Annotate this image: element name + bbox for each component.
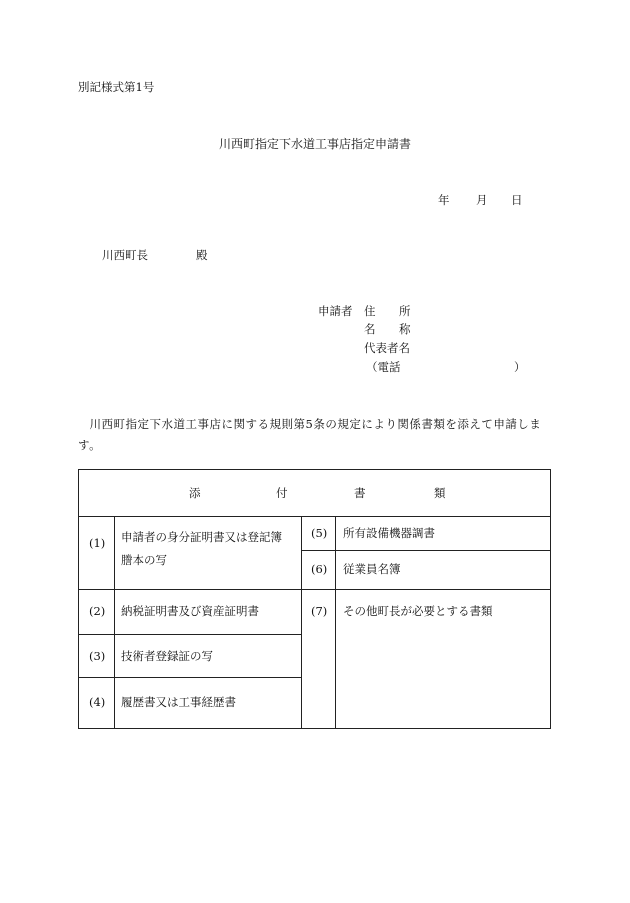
name-label-1: 名 — [364, 322, 376, 336]
item-number: (6) — [311, 562, 328, 576]
item-text: 所有設備機器調書 — [343, 526, 435, 540]
item-text: 申請者の身分証明書又は登記簿 — [121, 530, 282, 544]
item-number: (3) — [89, 649, 106, 663]
addressee-honorific: 殿 — [196, 248, 208, 262]
attachments-table — [78, 469, 551, 729]
name-label-2: 称 — [399, 322, 411, 336]
table-rule — [79, 634, 301, 635]
header-char-4: 類 — [434, 486, 446, 500]
address-label-1: 住 — [364, 304, 376, 318]
header-char-2: 付 — [276, 486, 288, 500]
table-rule — [301, 550, 550, 551]
phone-label: （電話 — [366, 360, 401, 374]
table-rule — [79, 516, 550, 517]
document-title: 川西町指定下水道工事店指定申請書 — [218, 137, 411, 151]
body-text: 川西町指定下水道工事店に関する規則第5条の規定により関係書類を添えて申請します。 — [78, 417, 542, 452]
table-rule — [114, 516, 115, 728]
table-rule — [301, 516, 302, 728]
item-text: 履歴書又は工事経歴書 — [121, 695, 236, 709]
item-number: (7) — [311, 604, 328, 618]
item-text: 従業員名簿 — [343, 562, 401, 576]
item-number: (2) — [89, 604, 106, 618]
applicant-label: 申請者 — [318, 304, 353, 318]
item-text: 技術者登録証の写 — [121, 649, 213, 663]
header-char-1: 添 — [189, 486, 201, 500]
item-text: 納税証明書及び資産証明書 — [121, 604, 259, 618]
phone-close: ） — [514, 360, 526, 374]
date-day: 日 — [511, 193, 523, 207]
table-rule — [335, 516, 336, 728]
table-rule — [79, 677, 301, 678]
representative-label: 代表者名 — [364, 341, 410, 355]
date-year: 年 — [438, 193, 450, 207]
item-number: (5) — [311, 526, 328, 540]
header-char-3: 書 — [354, 486, 366, 500]
item-number: (4) — [89, 695, 106, 709]
form-number: 別記様式第1号 — [78, 80, 155, 94]
addressee-name: 川西町長 — [102, 248, 148, 262]
item-text: その他町長が必要とする書類 — [343, 604, 493, 618]
item-number: (1) — [89, 536, 106, 550]
address-label-2: 所 — [399, 304, 411, 318]
item-text: 謄本の写 — [121, 553, 167, 567]
table-rule — [79, 589, 550, 590]
date-month: 月 — [476, 193, 488, 207]
